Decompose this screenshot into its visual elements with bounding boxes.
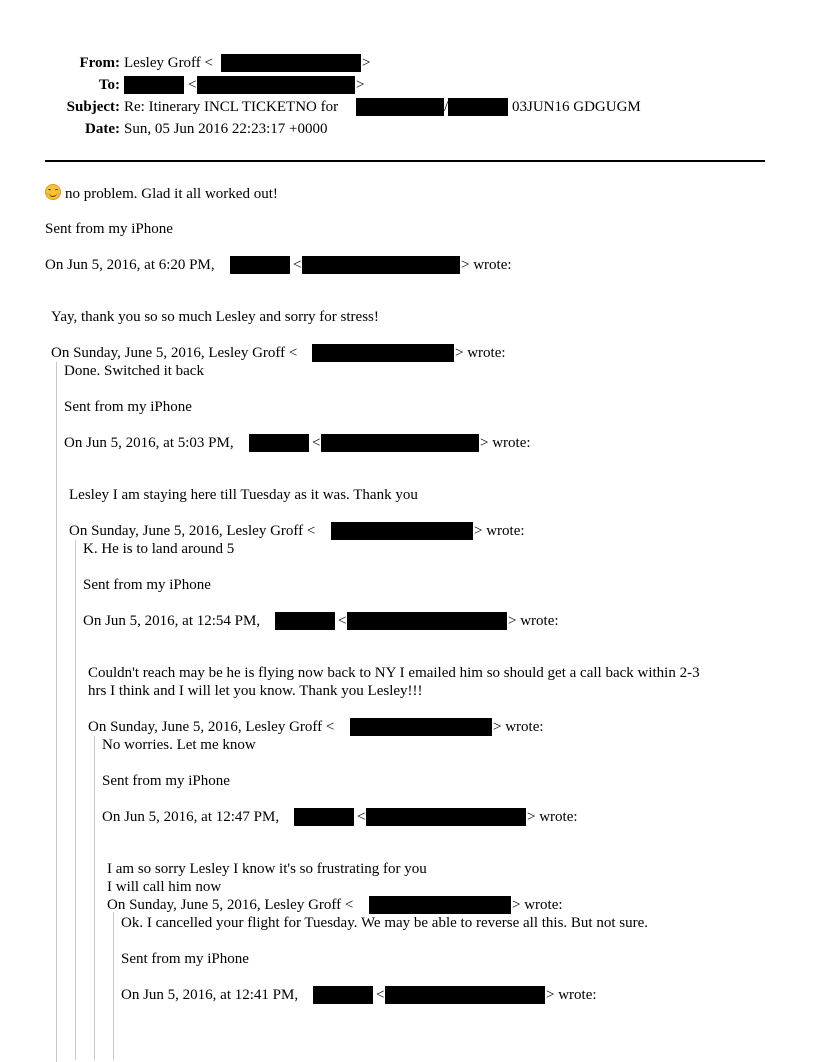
redaction <box>294 808 354 826</box>
wrote: > wrote: <box>455 345 506 361</box>
wrote: > wrote: <box>527 809 578 825</box>
quote-bar <box>113 912 114 1060</box>
from-name: Lesley Groff < <box>124 55 213 71</box>
wrote: > wrote: <box>546 987 597 1003</box>
redaction <box>369 896 511 914</box>
message-text: Done. Switched it back <box>64 363 204 379</box>
redaction <box>356 98 444 116</box>
wrote: > wrote: <box>461 257 512 273</box>
redaction <box>331 522 473 540</box>
lt: < <box>357 809 366 825</box>
quote-bar <box>75 540 76 1060</box>
signature: Sent from my iPhone <box>45 221 173 237</box>
lt: < <box>293 257 302 273</box>
smiling-face-icon <box>45 184 61 200</box>
message-text: hrs I think and I will let you know. Thank you Lesley!!! <box>88 683 423 699</box>
wrote: > wrote: <box>480 435 531 451</box>
redaction <box>312 344 454 362</box>
redaction <box>347 612 507 630</box>
redaction <box>197 76 355 94</box>
message-text: No worries. Let me know <box>102 737 256 753</box>
quote-header: On Sunday, June 5, 2016, Lesley Groff < <box>69 523 316 539</box>
redaction <box>313 986 373 1004</box>
lt: < <box>376 987 385 1003</box>
message-text: I am so sorry Lesley I know it's so frustrating for you <box>107 861 427 877</box>
header-divider <box>45 160 765 162</box>
redaction <box>302 256 460 274</box>
lt: < <box>338 613 347 629</box>
signature: Sent from my iPhone <box>64 399 192 415</box>
quote-header: On Jun 5, 2016, at 12:41 PM, <box>121 987 299 1003</box>
subject-slash: / <box>444 99 449 115</box>
redaction <box>366 808 526 826</box>
to-label: To: <box>98 77 120 93</box>
redaction <box>448 98 508 116</box>
quote-header: On Sunday, June 5, 2016, Lesley Groff < <box>107 897 354 913</box>
date-label: Date: <box>85 121 120 137</box>
lt: < <box>312 435 321 451</box>
subject-label: Subject: <box>66 99 120 115</box>
message-text: K. He is to land around 5 <box>83 541 235 557</box>
subject-tail: 03JUN16 GDGUGM <box>512 99 641 115</box>
quote-bar <box>56 362 57 1062</box>
quote-header: On Sunday, June 5, 2016, Lesley Groff < <box>88 719 335 735</box>
signature: Sent from my iPhone <box>102 773 230 789</box>
message-text: I will call him now <box>107 879 222 895</box>
redaction <box>321 434 479 452</box>
quote-header: On Jun 5, 2016, at 6:20 PM, <box>45 257 215 273</box>
quote-header: On Jun 5, 2016, at 5:03 PM, <box>64 435 234 451</box>
date-text: Sun, 05 Jun 2016 22:23:17 +0000 <box>124 121 328 137</box>
to-lt: < <box>188 77 197 93</box>
redaction <box>385 986 545 1004</box>
message-text: Yay, thank you so so much Lesley and sorry for stress! <box>51 309 379 325</box>
message-text: no problem. Glad it all worked out! <box>45 184 278 203</box>
quote-header: On Sunday, June 5, 2016, Lesley Groff < <box>51 345 298 361</box>
message-text: Couldn't reach may be he is flying now back to NY I emailed him so should get a call back within 2-3 <box>88 665 700 681</box>
wrote: > wrote: <box>508 613 559 629</box>
redaction <box>275 612 335 630</box>
signature: Sent from my iPhone <box>83 577 211 593</box>
wrote: > wrote: <box>474 523 525 539</box>
from-end: > <box>362 55 371 71</box>
wrote: > wrote: <box>493 719 544 735</box>
redaction <box>350 718 492 736</box>
quote-header: On Jun 5, 2016, at 12:54 PM, <box>83 613 261 629</box>
message-text: Lesley I am staying here till Tuesday as it was. Thank you <box>69 487 418 503</box>
redaction <box>221 54 361 72</box>
redaction <box>249 434 309 452</box>
quote-bar <box>94 736 95 1060</box>
redaction <box>124 76 184 94</box>
subject-text: Re: Itinerary INCL TICKETNO for <box>124 99 339 115</box>
quote-header: On Jun 5, 2016, at 12:47 PM, <box>102 809 280 825</box>
redaction <box>230 256 290 274</box>
signature: Sent from my iPhone <box>121 951 249 967</box>
to-end: > <box>356 77 365 93</box>
wrote: > wrote: <box>512 897 563 913</box>
from-label: From: <box>79 55 120 71</box>
message-text: Ok. I cancelled your flight for Tuesday. We may be able to reverse all this. But not sure. <box>121 915 648 931</box>
